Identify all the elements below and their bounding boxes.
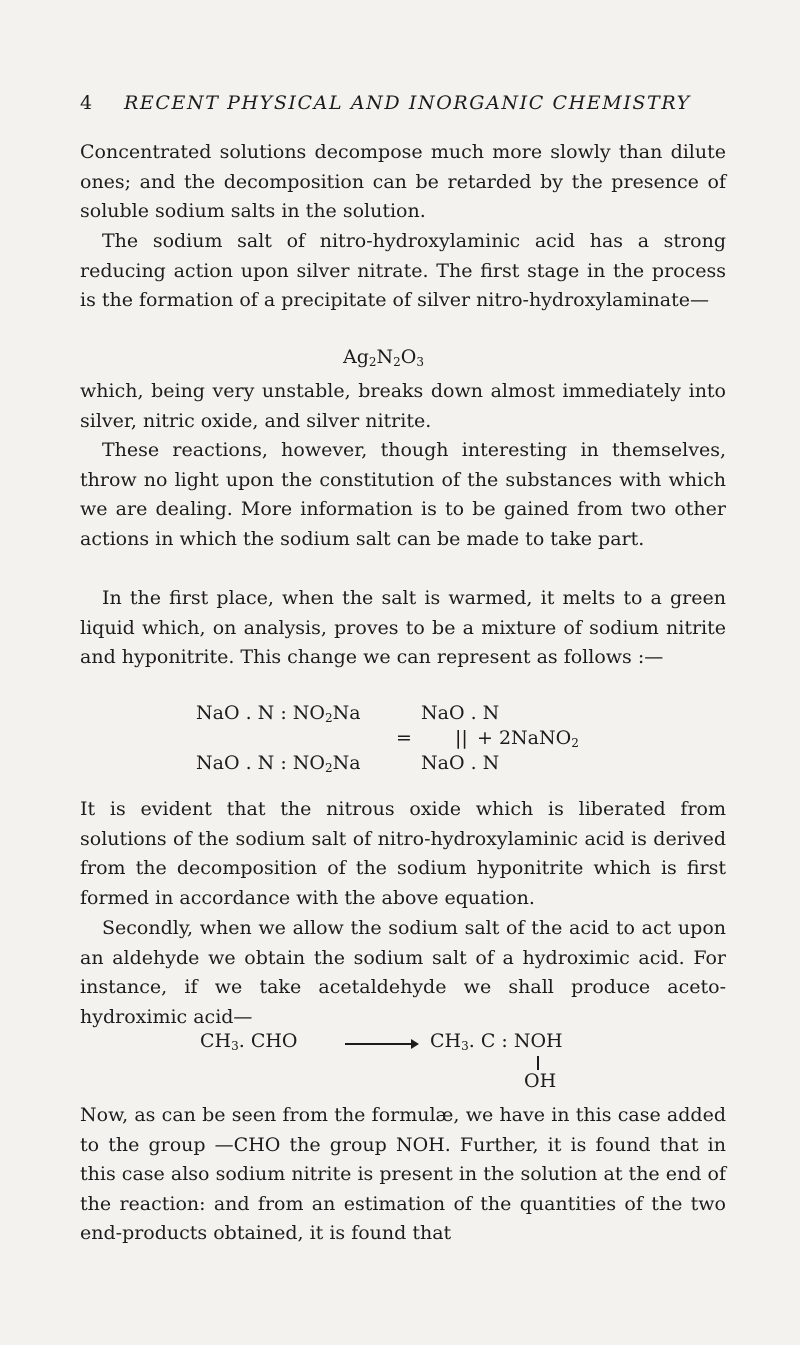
eq2-single-bond — [537, 1056, 539, 1070]
eq2-substituent: OH — [524, 1070, 557, 1092]
reaction-arrow — [345, 1043, 417, 1045]
eq2-reactant: $CH_3$. CHO — [200, 1030, 298, 1053]
eq1-right-top: NaO . N — [421, 702, 500, 724]
paragraph-3: which, being very unstable, breaks down almost immediately into silver, nitric oxide, and silver nitrite. — [80, 380, 726, 432]
eq1-equals: = — [396, 727, 412, 749]
eq1-double-bond: || — [455, 727, 468, 749]
eq1-left-top: NaO . N : $NO_2Na$ — [196, 702, 361, 725]
formula-silver-nitrohydroxylaminate: $Ag_2N_2O_3$ — [343, 346, 425, 369]
paragraph-5: In the first place, when the salt is warmed, it melts to a green liquid which, on analysis, proves to be a mixture of sodium nitrite and hyponitrite. This change we can represent as follows :— — [80, 587, 726, 669]
eq1-right-bottom: NaO . N — [421, 752, 500, 774]
paragraph-8: Now, as can be seen from the formulæ, we have in this case added to the group —CHO the group NOH. Further, it is found that in this case also sodium nitrite is present in the solution at the end of the reaction: and from an estimation of the quantities of the two end-products obtained, it is found that — [80, 1104, 726, 1245]
paragraph-1: Concentrated solutions decompose much more slowly than dilute ones; and the decomposition can be retarded by the presence of soluble sodium salts in the solution. — [80, 141, 726, 223]
paragraph-4: These reactions, however, though interesting in themselves, throw no light upon the constitution of the substances with which we are dealing. More information is to be gained from two other actions in which the sodium salt can be made to take part. — [80, 439, 726, 550]
eq1-product: + 2NaNO$_2$ — [477, 727, 579, 750]
page-number: 4 — [80, 92, 93, 114]
paragraph-6: It is evident that the nitrous oxide which is liberated from solutions of the sodium salt of nitro-hydroxylaminic acid is derived from the decomposition of the sodium hyponitrite which is first formed in accordance with the above equation. — [80, 798, 726, 909]
running-title: RECENT PHYSICAL AND INORGANIC CHEMISTRY — [124, 92, 691, 114]
paragraph-2: The sodium salt of nitro-hydroxylaminic acid has a strong reducing action upon silver nitrate. The first stage in the process is the formation of a precipitate of silver nitro-hydroxylaminate— — [80, 230, 726, 312]
paragraph-7: Secondly, when we allow the sodium salt of the acid to act upon an aldehyde we obtain the sodium salt of a hydroximic acid. For instance, if we take acetaldehyde we shall produce aceto-hydroximic acid— — [80, 917, 726, 1028]
eq1-left-bottom: NaO . N : $NO_2Na$ — [196, 752, 361, 775]
eq2-product: $CH_3$. C : NOH — [430, 1030, 563, 1053]
